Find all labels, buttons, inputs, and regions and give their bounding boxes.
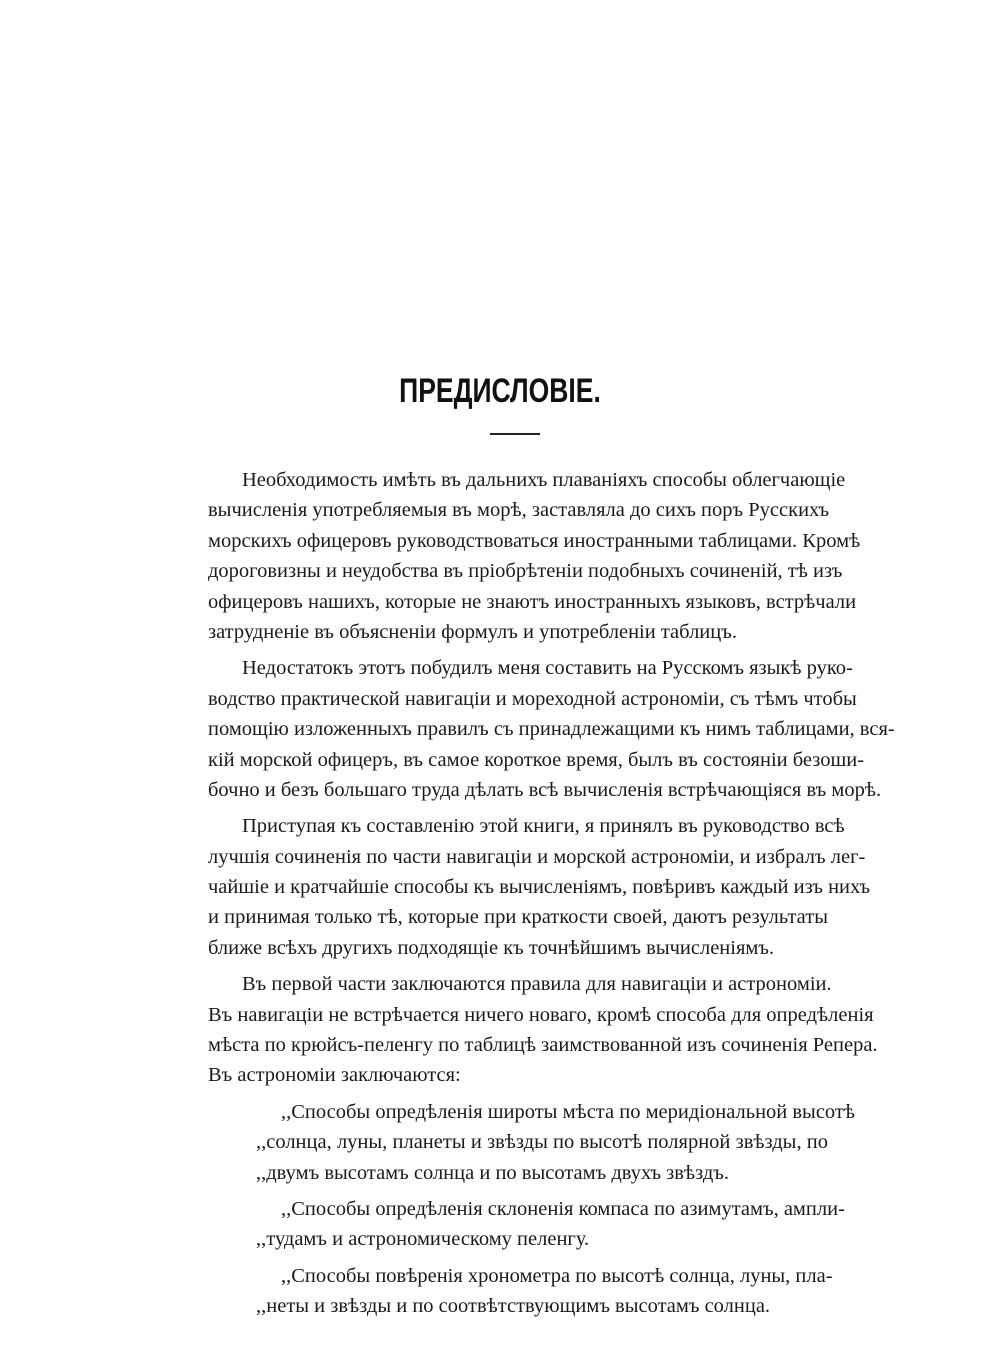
text-line: Въ первой части заключаются правила для навигаціи и астрономіи.	[242, 973, 832, 996]
text-line: затрудненіе въ объясненіи формулъ и употребленіи таблицъ.	[208, 620, 737, 643]
quote-1	[256, 1097, 855, 1188]
text-line: ,,солнца, луны, планеты и звѣзды по высотѣ полярной звѣзды, по	[256, 1131, 828, 1154]
text-line: морскихъ офицеровъ руководствоваться иностранными таблицами. Кромѣ	[208, 529, 861, 552]
text-line: вычисленія употребляемыя въ морѣ, заставляла до сихъ поръ Русскихъ	[208, 499, 830, 522]
text-line: кій морской офицеръ, въ самое короткое время, былъ въ состояніи безоши-	[208, 748, 865, 771]
text-line: ,,Способы повѣренія хронометра по высотѣ солнца, луны, пла-	[281, 1264, 833, 1287]
quote-3	[256, 1261, 833, 1322]
text-line: чайшіе и кратчайшіе способы къ вычисленіямъ, повѣривъ каждый изъ нихъ	[208, 876, 871, 899]
text-line: Въ астрономіи заключаются:	[208, 1064, 461, 1087]
paragraph-4	[208, 969, 878, 1091]
text-line: Въ навигаціи не встрѣчается ничего новаго, кромѣ способа для опредѣленія	[208, 1003, 874, 1026]
preface-body	[208, 465, 895, 1322]
text-line: дороговизны и неудобства въ пріобрѣтеніи подобныхъ сочиненій, тѣ изъ	[208, 560, 843, 583]
text-line: Недостатокъ этотъ побудилъ меня составить на Русскомъ языкѣ руко-	[242, 657, 853, 680]
text-line: помощію изложенныхъ правилъ съ принадлежащими къ нимъ таблицами, вся-	[208, 718, 895, 741]
text-line: лучшія сочиненія по части навигаціи и морской астрономіи, и избралъ лег-	[208, 845, 866, 868]
text-line: ближе всѣхъ другихъ подходящіе къ точнѣйшимъ вычисленіямъ.	[208, 936, 775, 959]
paragraph-2	[208, 653, 895, 805]
text-line: ,,Способы опредѣленія широты мѣста по меридіональной высотѣ	[281, 1100, 855, 1123]
title-divider	[490, 433, 540, 435]
text-line: Приступая къ составленію этой книги, я принялъ въ руководство всѣ	[242, 815, 845, 838]
text-line: офицеровъ нашихъ, которые не знаютъ иностранныхъ языковъ, встрѣчали	[208, 590, 857, 613]
page-title: ПРЕДИСЛОВІЕ.	[399, 372, 601, 410]
text-line: и принимая только тѣ, которые при краткости своей, даютъ результаты	[208, 906, 828, 929]
quote-2	[256, 1194, 845, 1255]
paragraph-1	[208, 465, 861, 647]
text-line: Необходимость имѣть въ дальнихъ плаваніяхъ способы облегчающіе	[242, 469, 846, 491]
text-line: ,,Способы опредѣленія склоненія компаса по азимутамъ, ампли-	[281, 1197, 845, 1220]
text-line: ,,двумъ высотамъ солнца и по высотамъ двухъ звѣздъ.	[256, 1161, 729, 1184]
text-line: бочно и безъ большаго труда дѣлать всѣ вычисленія встрѣчающіяся въ морѣ.	[208, 778, 882, 801]
text-line: ,,неты и звѣзды и по соотвѣтствующимъ высотамъ солнца.	[256, 1295, 771, 1318]
text-line: водство практической навигаціи и мореходной астрономіи, съ тѣмъ чтобы	[208, 687, 857, 710]
text-line: мѣста по крюйсъ-пеленгу по таблицѣ заимствованной изъ сочиненія Репера.	[208, 1034, 878, 1057]
paragraph-3	[208, 811, 871, 963]
text-line: ,,тудамъ и астрономическому пеленгу.	[256, 1228, 590, 1251]
